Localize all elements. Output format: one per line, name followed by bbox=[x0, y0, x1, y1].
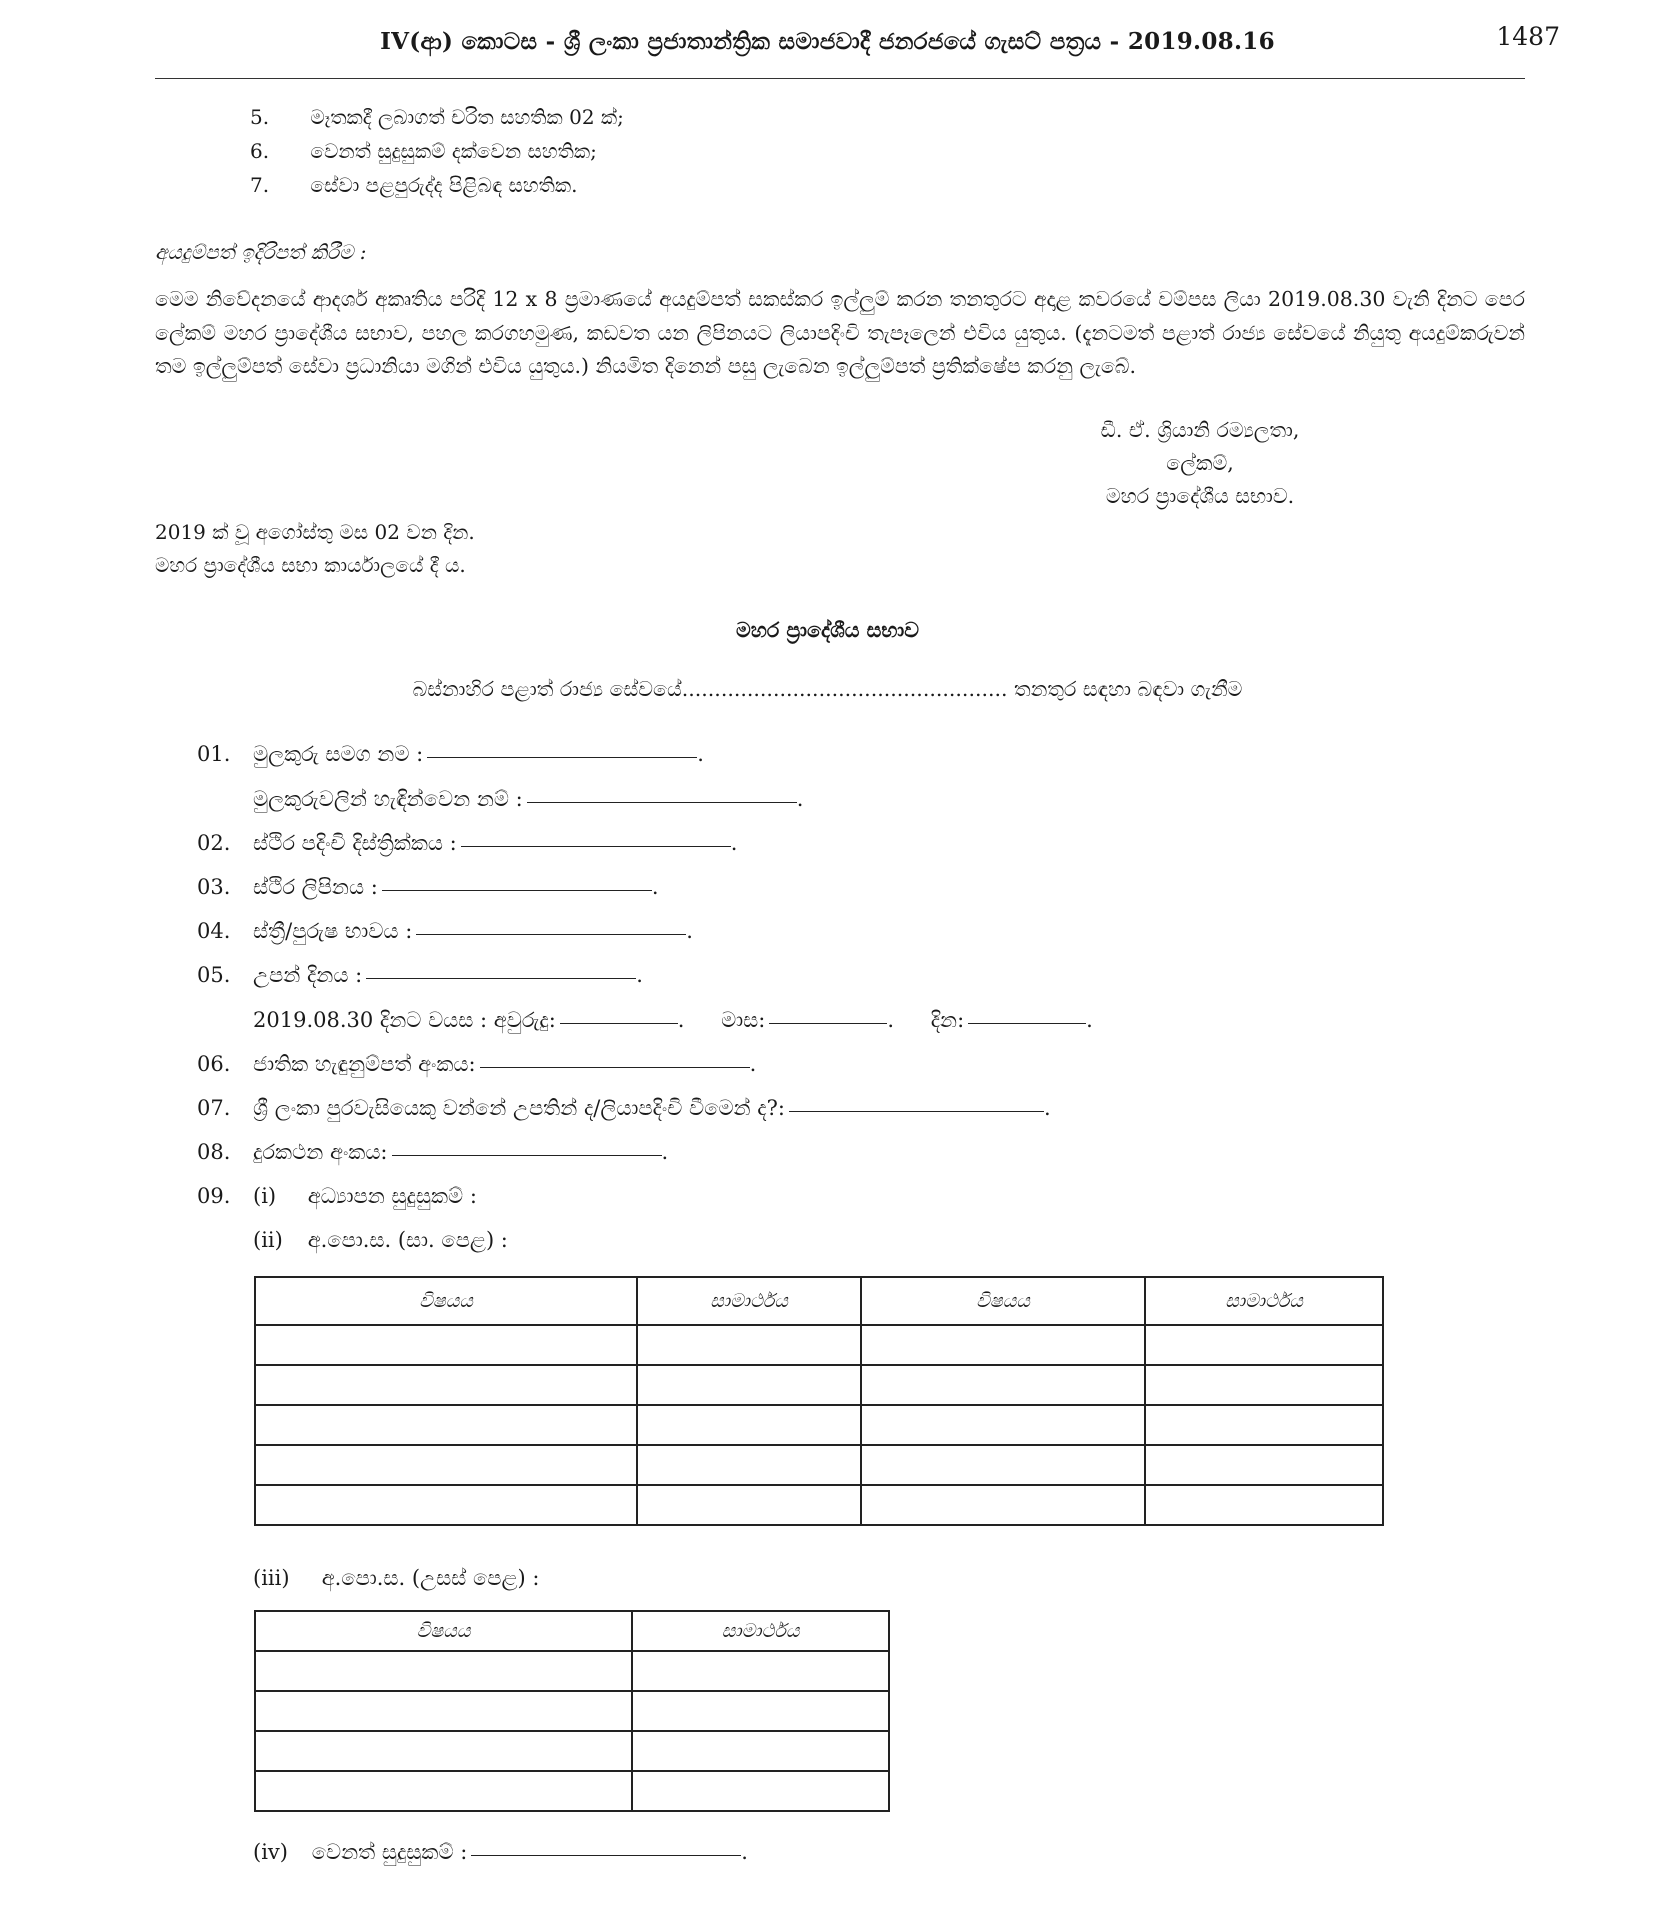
al-results-table bbox=[254, 1610, 890, 1812]
blank-line bbox=[416, 934, 686, 935]
form-field-education bbox=[197, 1184, 477, 1209]
list-item bbox=[250, 139, 597, 163]
field-number: 07. bbox=[197, 1096, 231, 1120]
blank-line bbox=[560, 1023, 678, 1024]
list-item-number: 6. bbox=[250, 139, 270, 163]
table-row bbox=[255, 1325, 1383, 1365]
table-row bbox=[255, 1405, 1383, 1445]
field-label: මුලකුරු සමග නම : bbox=[253, 742, 424, 766]
table-cell[interactable] bbox=[861, 1445, 1145, 1485]
table-cell[interactable] bbox=[1145, 1405, 1383, 1445]
table-cell[interactable] bbox=[637, 1485, 861, 1525]
field-label: ස්ත්‍රී/පුරුෂ භාවය : bbox=[253, 919, 413, 943]
form-field-nic: 06. ජාතික හැඳුනුම්පත් අංකය: . bbox=[197, 1052, 757, 1076]
table-cell[interactable] bbox=[861, 1485, 1145, 1525]
field-number: 09. bbox=[197, 1184, 231, 1208]
list-item-text: මෑතකදී ලබාගත් චරිත සහතික 02 ක්; bbox=[310, 105, 624, 129]
table-header: විෂයය bbox=[861, 1277, 1145, 1325]
table-cell[interactable] bbox=[255, 1485, 637, 1525]
table-cell[interactable] bbox=[861, 1365, 1145, 1405]
sub-item-marker: (i) bbox=[253, 1184, 277, 1208]
field-label: ජාතික හැඳුනුම්පත් අංකය: bbox=[253, 1052, 476, 1076]
field-number: 03. bbox=[197, 875, 231, 899]
table-cell[interactable] bbox=[255, 1405, 637, 1445]
age-months-label: මාස: bbox=[721, 1008, 766, 1032]
blank-line bbox=[427, 757, 697, 758]
signature-office: මහර ප්‍රාදේශීය සභාව. bbox=[1105, 484, 1295, 508]
list-item-number: 5. bbox=[250, 105, 270, 129]
field-number: 02. bbox=[197, 831, 231, 855]
table-row bbox=[255, 1691, 889, 1731]
table-cell[interactable] bbox=[637, 1405, 861, 1445]
table-cell[interactable] bbox=[1145, 1485, 1383, 1525]
table-row bbox=[255, 1445, 1383, 1485]
issue-date: 2019 ක් වූ අගෝස්තු මස 02 වන දින. bbox=[155, 520, 475, 544]
table-cell[interactable] bbox=[637, 1365, 861, 1405]
field-number: 06. bbox=[197, 1052, 231, 1076]
sub-item-marker: (iii) bbox=[253, 1566, 290, 1590]
signature-title: ලේකම්, bbox=[1166, 451, 1234, 475]
form-field-other-qualifications: (iv) වෙනත් සුදුසුකම් : . bbox=[253, 1840, 748, 1864]
sub-item-marker: (ii) bbox=[253, 1228, 283, 1252]
table-cell[interactable] bbox=[255, 1445, 637, 1485]
table-cell[interactable] bbox=[1145, 1325, 1383, 1365]
field-label: ස්ථිර පදිංචි දිස්ත්‍රික්කය : bbox=[253, 831, 457, 855]
form-field-gender: 04. ස්ත්‍රී/පුරුෂ භාවය : . bbox=[197, 919, 693, 943]
ol-results-table bbox=[254, 1276, 1384, 1526]
table-row bbox=[255, 1771, 889, 1811]
field-number: 05. bbox=[197, 963, 231, 987]
form-subtitle: බස්නාහිර පළාත් රාජ්‍ය සේවයේ.................................................. තනතුර සඳහා බඳවා ගැනීම bbox=[412, 677, 1243, 701]
field-label: ස්ථිර ලිපිනය : bbox=[253, 875, 378, 899]
table-header: විෂයය bbox=[255, 1277, 637, 1325]
form-field-full-name: 01. මුලකුරු සමග නම : . bbox=[197, 742, 704, 766]
table-cell[interactable] bbox=[861, 1405, 1145, 1445]
form-field-al bbox=[253, 1566, 539, 1591]
sub-item-marker: (iv) bbox=[253, 1840, 288, 1864]
field-number: 04. bbox=[197, 919, 231, 943]
field-label: අධ්‍යාපන සුදුසුකම් : bbox=[307, 1184, 477, 1208]
field-label: ශ්‍රී ලංකා පුරවැසියෙකු වන්නේ උපතින් ද/ලියාපදිංචි වීමෙන් ද?: bbox=[253, 1096, 785, 1120]
field-number: 01. bbox=[197, 742, 231, 766]
blank-line bbox=[480, 1067, 750, 1068]
table-cell[interactable] bbox=[255, 1651, 632, 1691]
list-item bbox=[250, 173, 577, 197]
table-cell[interactable] bbox=[255, 1691, 632, 1731]
list-item bbox=[250, 105, 624, 129]
table-cell[interactable] bbox=[632, 1771, 889, 1811]
header-divider bbox=[155, 78, 1525, 79]
form-field-age: 2019.08.30 දිනට වයස : අවුරුදු: . මාස: . දින: . bbox=[253, 1008, 1093, 1032]
blank-line bbox=[968, 1023, 1086, 1024]
table-cell[interactable] bbox=[255, 1731, 632, 1771]
table-row bbox=[255, 1731, 889, 1771]
field-label: අ.පො.ස. (උසස් පෙළ) : bbox=[321, 1566, 540, 1590]
field-label: මුලකුරුවලින් හැඳින්වෙන නම් : bbox=[253, 787, 523, 811]
blank-line bbox=[471, 1855, 741, 1856]
form-field-ol bbox=[253, 1228, 508, 1253]
table-cell[interactable] bbox=[637, 1325, 861, 1365]
table-header: සාමාර්ථය bbox=[637, 1277, 861, 1325]
form-field-phone: 08. දුරකථන අංකය: . bbox=[197, 1140, 669, 1164]
gazette-header-title: IV(ආ) කොටස - ශ්‍රී ලංකා ප්‍රජාතාන්ත්‍රික සමාජවාදී ජනරජයේ ගැසට් පත්‍රය - 2019.08.16 bbox=[380, 28, 1275, 55]
table-row bbox=[255, 1365, 1383, 1405]
table-row bbox=[255, 1651, 889, 1691]
table-cell[interactable] bbox=[1145, 1365, 1383, 1405]
field-label: දුරකථන අංකය: bbox=[253, 1140, 388, 1164]
age-days-label: දින: bbox=[930, 1008, 965, 1032]
list-item-text: සේවා පළපුරුද්ද පිළිබඳ සහතික. bbox=[310, 173, 578, 197]
list-item-number: 7. bbox=[250, 173, 270, 197]
table-header: සාමාර්ථය bbox=[1145, 1277, 1383, 1325]
form-field-initials-name: මුලකුරුවලින් හැඳින්වෙන නම් : . bbox=[253, 787, 804, 811]
age-years-label: 2019.08.30 දිනට වයස : අවුරුදු: bbox=[253, 1008, 556, 1032]
submission-paragraph: මෙම නිවේදනයේ ආදර්ශ අකෘතිය පරිදි 12 x 8 ප්‍රමාණයේ අයදුම්පත් සකස්කර ඉල්ලුම් කරන තනතුරට අදාළ කවරයේ වම්පස ලියා 2019.08.30 වැනි දිනට පෙර ලේකම් මහර ප්‍රාදේශීය සභාව, පහල කරගහමුණ, කඩවත යන ලිපිනයට ලියාපදිංචි තැපෑලෙන් එවිය යුතුය. (දැනටමත් පළාත් රාජ්‍ය සේවයේ නියුතු අයදුම්කරුවන් තම ඉල්ලුම්පත් සේවා ප්‍රධානියා මගින් එවිය යුතුය.) නියමිත දිනෙන් පසු ලැබෙන ඉල්ලුම්පත් ප්‍රතික්ෂේප කරනු ලැබේ. bbox=[155, 287, 1525, 378]
list-item-text: වෙනත් සුදුසුකම් දක්වෙන සහතික; bbox=[310, 139, 597, 163]
blank-line bbox=[392, 1155, 662, 1156]
table-header: සාමාර්ථය bbox=[632, 1611, 889, 1651]
signature-name: ඩී. ඒ. ශ්‍රියානි රම්‍යලතා, bbox=[1100, 418, 1300, 442]
form-field-citizenship: 07. ශ්‍රී ලංකා පුරවැසියෙකු වන්නේ උපතින් ද/ලියාපදිංචි වීමෙන් ද?: . bbox=[197, 1096, 1051, 1120]
blank-line bbox=[461, 846, 731, 847]
page-number: 1487 bbox=[1496, 22, 1560, 51]
submission-heading: අයදුම්පත් ඉදිරිපත් කිරීම : bbox=[155, 240, 367, 264]
table-row bbox=[255, 1485, 1383, 1525]
blank-line bbox=[382, 890, 652, 891]
table-cell[interactable] bbox=[255, 1325, 637, 1365]
table-cell[interactable] bbox=[255, 1771, 632, 1811]
form-field-address: 03. ස්ථිර ලිපිනය : . bbox=[197, 875, 659, 899]
blank-line bbox=[789, 1111, 1044, 1112]
blank-line bbox=[769, 1023, 887, 1024]
form-title: මහර ප්‍රාදේශීය සභාව bbox=[736, 618, 919, 642]
issue-place: මහර ප්‍රාදේශීය සභා කාර්යාලයේ දී ය. bbox=[155, 553, 466, 577]
table-cell[interactable] bbox=[632, 1731, 889, 1771]
table-header: විෂයය bbox=[255, 1611, 632, 1651]
table-cell[interactable] bbox=[632, 1651, 889, 1691]
blank-line bbox=[527, 802, 797, 803]
form-field-birthdate: 05. උපන් දිනය : . bbox=[197, 963, 643, 987]
table-cell[interactable] bbox=[255, 1365, 637, 1405]
table-cell[interactable] bbox=[1145, 1445, 1383, 1485]
form-field-district: 02. ස්ථිර පදිංචි දිස්ත්‍රික්කය : . bbox=[197, 831, 738, 855]
field-label: අ.පො.ස. (සා. පෙළ) : bbox=[307, 1228, 508, 1252]
blank-line bbox=[366, 978, 636, 979]
field-label: වෙනත් සුදුසුකම් : bbox=[311, 1840, 468, 1864]
field-label: උපන් දිනය : bbox=[253, 963, 363, 987]
field-number: 08. bbox=[197, 1140, 231, 1164]
table-cell[interactable] bbox=[861, 1325, 1145, 1365]
table-cell[interactable] bbox=[637, 1445, 861, 1485]
table-cell[interactable] bbox=[632, 1691, 889, 1731]
